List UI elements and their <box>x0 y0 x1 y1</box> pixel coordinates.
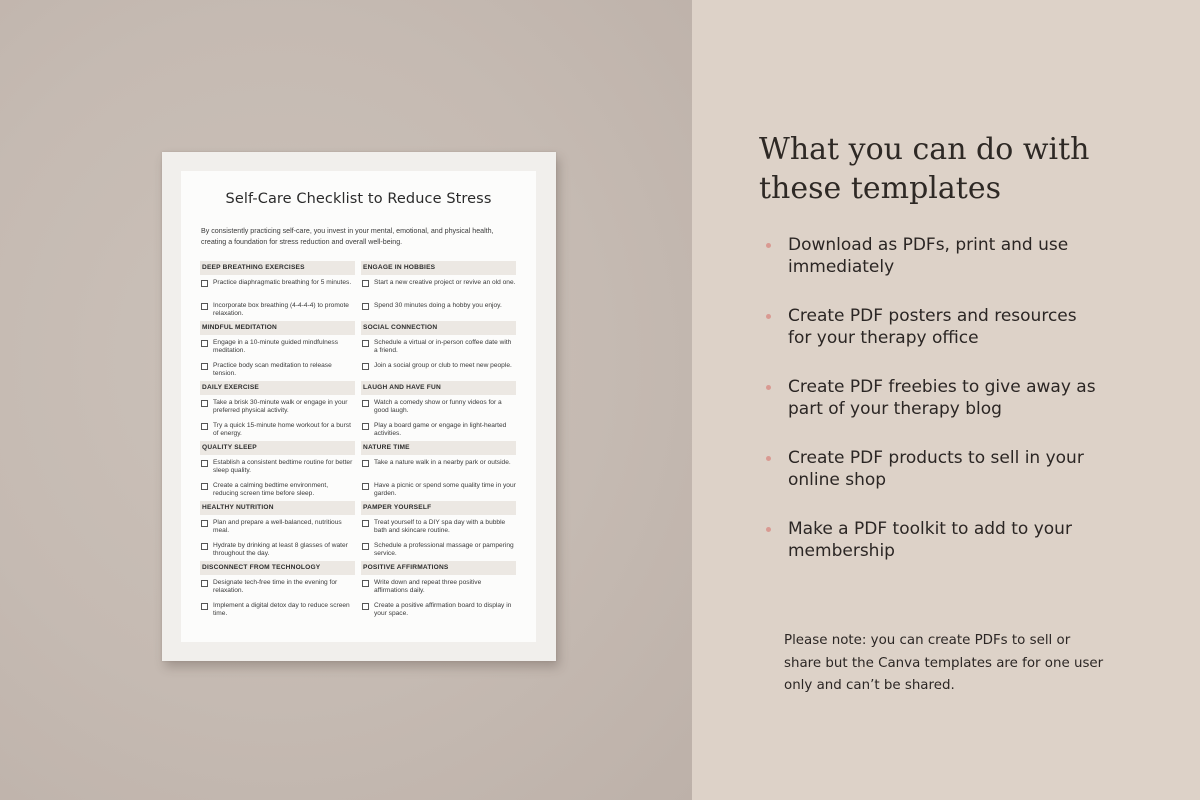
list-item-text: Create PDF products to sell in your online shop <box>788 448 1084 490</box>
section-heading: MINDFUL MEDITATION <box>200 321 355 335</box>
checkbox-icon <box>201 460 208 467</box>
checkbox-icon <box>201 543 208 550</box>
checklist-item <box>361 519 516 538</box>
checklist-item <box>200 542 355 561</box>
list-item <box>766 305 1096 376</box>
checklist-section <box>200 321 355 381</box>
section-heading: SOCIAL CONNECTION <box>361 321 516 335</box>
checkbox-icon <box>362 483 369 490</box>
checklist-section <box>361 321 516 381</box>
checklist-section <box>361 501 516 561</box>
checkbox-icon <box>201 603 208 610</box>
section-heading: ENGAGE IN HOBBIES <box>361 261 516 275</box>
checklist-item <box>200 459 355 478</box>
checklist-item-text: Start a new creative project or revive an old one. <box>374 279 516 286</box>
checklist-section <box>200 561 355 621</box>
checkbox-icon <box>362 423 369 430</box>
list-item-text: Create PDF posters and resources for your therapy office <box>788 306 1077 348</box>
checklist-item-text: Engage in a 10-minute guided mindfulness meditation. <box>213 339 338 354</box>
checklist-intro: By consistently practicing self-care, you invest in your mental, emotional, and physical health, creating a foundation for stress reduction and overall well-being. <box>201 227 494 246</box>
checklist-section <box>361 381 516 441</box>
checkbox-icon <box>201 303 208 310</box>
checklist-item <box>200 362 355 381</box>
checklist-item-text: Designate tech-free time in the evening for relaxation. <box>213 579 338 594</box>
section-heading: NATURE TIME <box>361 441 516 455</box>
checkbox-icon <box>362 460 369 467</box>
checklist-left-column <box>200 261 355 621</box>
checkbox-icon <box>201 483 208 490</box>
checklist-item-text: Have a picnic or spend some quality time in your garden. <box>374 482 516 497</box>
list-item <box>766 518 1096 589</box>
checklist-item-text: Establish a consistent bedtime routine for better sleep quality. <box>213 459 353 474</box>
section-heading: LAUGH AND HAVE FUN <box>361 381 516 395</box>
section-heading: PAMPER YOURSELF <box>361 501 516 515</box>
checklist-section <box>361 561 516 621</box>
checklist-item-text: Watch a comedy show or funny videos for a good laugh. <box>374 399 502 414</box>
checklist-item <box>200 519 355 538</box>
checklist-item-text: Hydrate by drinking at least 8 glasses of water throughout the day. <box>213 542 348 557</box>
section-heading: DISCONNECT FROM TECHNOLOGY <box>200 561 355 575</box>
checklist-item <box>200 279 355 298</box>
checklist-item-text: Schedule a professional massage or pampering service. <box>374 542 514 557</box>
checklist-section <box>361 261 516 321</box>
checklist-section <box>200 441 355 501</box>
bullet-dot-icon <box>766 527 771 532</box>
checklist-item-text: Try a quick 15-minute home workout for a burst of energy. <box>213 422 351 437</box>
checklist-item <box>361 399 516 418</box>
bullet-dot-icon <box>766 456 771 461</box>
bullet-dot-icon <box>766 385 771 390</box>
checklist-item <box>361 459 516 478</box>
checklist-item <box>200 579 355 598</box>
checklist-section <box>200 501 355 561</box>
checklist-item <box>361 422 516 441</box>
checkbox-icon <box>201 520 208 527</box>
checkbox-icon <box>362 580 369 587</box>
checklist-mockup <box>162 152 556 661</box>
checklist-item <box>361 279 516 298</box>
section-heading: QUALITY SLEEP <box>200 441 355 455</box>
checklist-item <box>361 339 516 358</box>
checklist-item-text: Schedule a virtual or in-person coffee date with a friend. <box>374 339 512 354</box>
feature-list <box>766 234 1096 589</box>
checkbox-icon <box>362 543 369 550</box>
checklist-item-text: Create a positive affirmation board to display in your space. <box>374 602 512 617</box>
checklist-title: Self-Care Checklist to Reduce Stress <box>225 191 492 207</box>
section-heading: DAILY EXERCISE <box>200 381 355 395</box>
checkbox-icon <box>201 423 208 430</box>
bullet-dot-icon <box>766 243 771 248</box>
checkbox-icon <box>201 580 208 587</box>
checklist-item-text: Incorporate box breathing (4-4-4-4) to promote relaxation. <box>213 302 349 317</box>
list-item-text: Download as PDFs, print and use immediately <box>788 235 1069 277</box>
list-item-text: Create PDF freebies to give away as part of your therapy blog <box>788 377 1096 419</box>
checklist-item <box>200 482 355 501</box>
checklist-item <box>200 422 355 441</box>
checklist-item <box>361 482 516 501</box>
list-item <box>766 234 1096 305</box>
checklist-item <box>361 602 516 621</box>
checklist-item-text: Implement a digital detox day to reduce screen time. <box>213 602 350 617</box>
checklist-item-text: Treat yourself to a DIY spa day with a bubble bath and skincare routine. <box>374 519 506 534</box>
checklist-item <box>361 542 516 561</box>
checkbox-icon <box>201 340 208 347</box>
checkbox-icon <box>362 520 369 527</box>
checkbox-icon <box>362 363 369 370</box>
checklist-item-text: Create a calming bedtime environment, reducing screen time before sleep. <box>213 482 329 497</box>
checkbox-icon <box>362 400 369 407</box>
checklist-item <box>361 579 516 598</box>
checkbox-icon <box>362 280 369 287</box>
checkbox-icon <box>362 340 369 347</box>
usage-note: Please note: you can create PDFs to sell or share but the Canva templates are for one user only and can’t be shared. <box>784 633 1104 693</box>
checklist-right-column <box>361 261 516 621</box>
checklist-item-text: Practice diaphragmatic breathing for 5 minutes. <box>213 279 352 286</box>
list-item <box>766 376 1096 447</box>
checkbox-icon <box>201 280 208 287</box>
checklist-section <box>200 381 355 441</box>
checkbox-icon <box>201 400 208 407</box>
checklist-page <box>181 171 536 642</box>
checklist-item <box>200 302 355 321</box>
checklist-item-text: Take a brisk 30-minute walk or engage in your preferred physical activity. <box>213 399 348 414</box>
panel-heading: What you can do with these templates <box>759 132 1090 206</box>
checklist-section <box>361 441 516 501</box>
bullet-dot-icon <box>766 314 771 319</box>
checklist-item <box>200 399 355 418</box>
checklist-item <box>361 302 516 321</box>
checklist-item-text: Spend 30 minutes doing a hobby you enjoy. <box>374 302 502 309</box>
checkbox-icon <box>362 303 369 310</box>
checkbox-icon <box>201 363 208 370</box>
checklist-item-text: Write down and repeat three positive affirmations daily. <box>374 579 482 594</box>
checklist-item-text: Plan and prepare a well-balanced, nutritious meal. <box>213 519 342 534</box>
checklist-item <box>200 602 355 621</box>
checklist-item-text: Practice body scan meditation to release tension. <box>213 362 332 377</box>
checklist-item <box>200 339 355 358</box>
checkbox-icon <box>362 603 369 610</box>
checklist-item-text: Take a nature walk in a nearby park or outside. <box>374 459 511 466</box>
section-heading: POSITIVE AFFIRMATIONS <box>361 561 516 575</box>
checklist-item-text: Play a board game or engage in light-hearted activities. <box>374 422 507 437</box>
list-item <box>766 447 1096 518</box>
list-item-text: Make a PDF toolkit to add to your membership <box>788 519 1072 561</box>
section-heading: DEEP BREATHING EXERCISES <box>200 261 355 275</box>
section-heading: HEALTHY NUTRITION <box>200 501 355 515</box>
checklist-item <box>361 362 516 381</box>
checklist-item-text: Join a social group or club to meet new people. <box>374 362 512 369</box>
checklist-section <box>200 261 355 321</box>
